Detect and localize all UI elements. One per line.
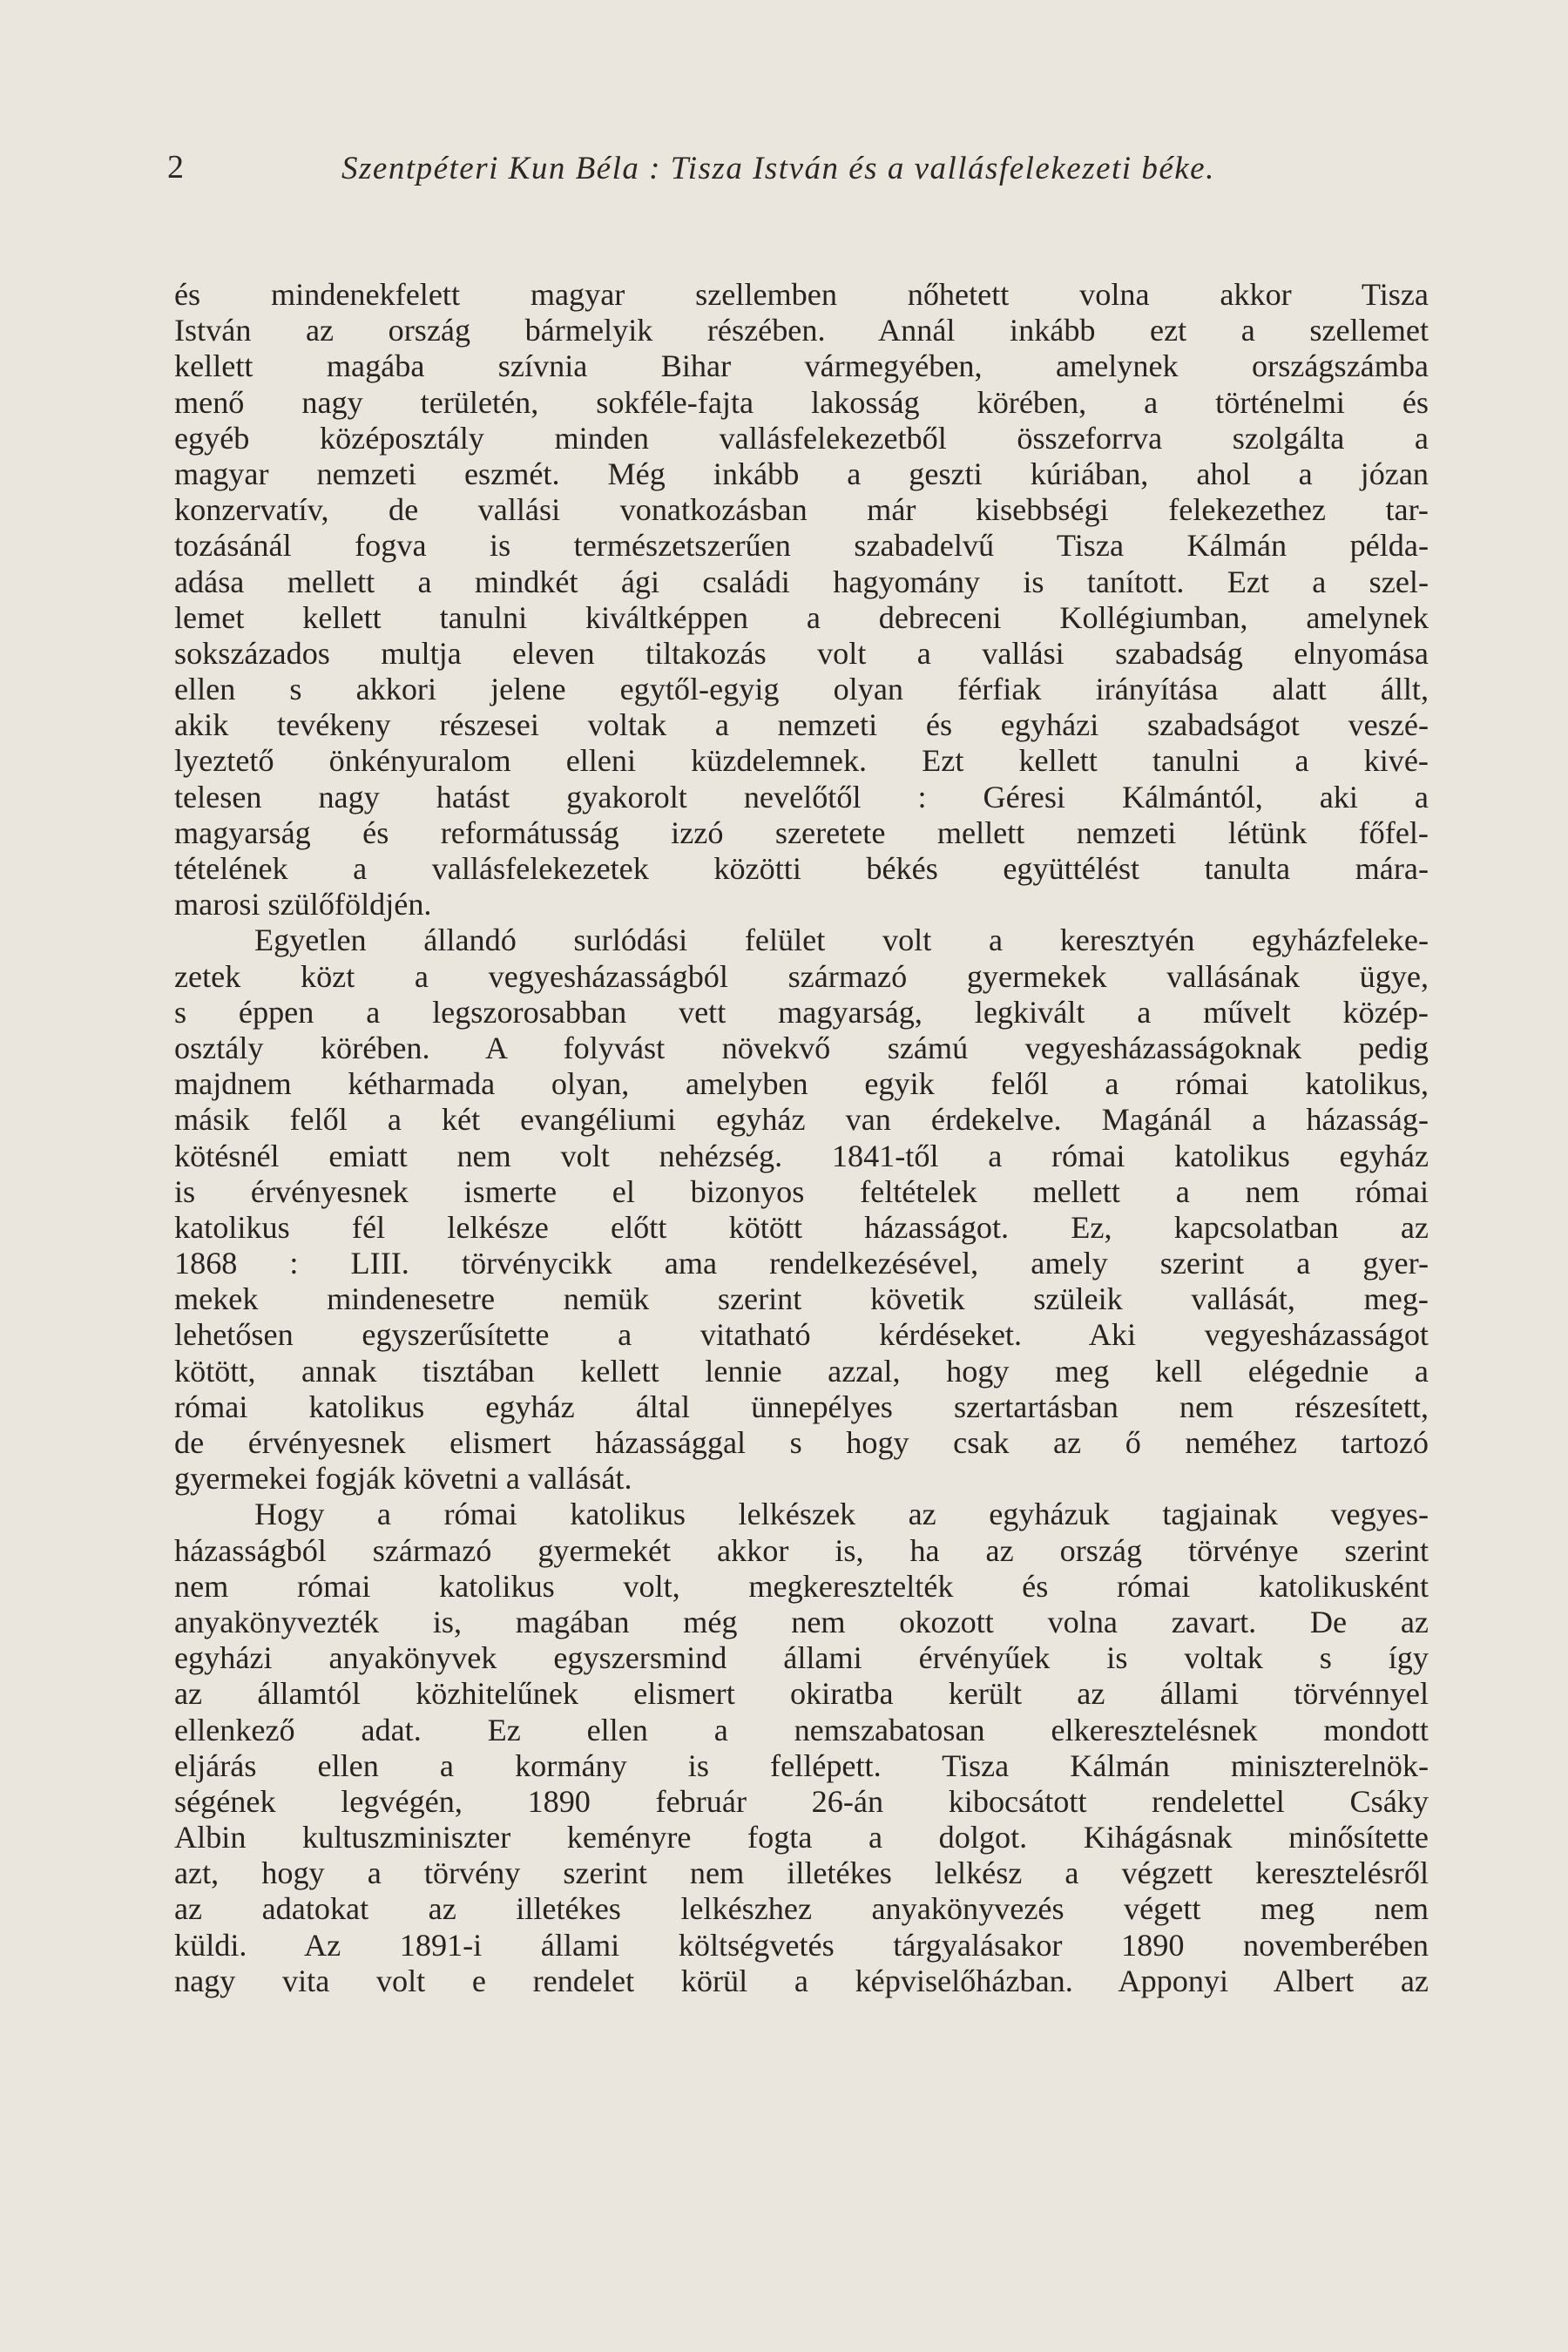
- text-line: nagy vita volt e rendelet körül a képviselőházban. Apponyi Albert az: [174, 1963, 1429, 1998]
- paragraph-end-line: gyermekei fogják követni a vallását.: [174, 1461, 632, 1497]
- text-line: és mindenekfelett magyar szellemben nőhetett volna akkor Tisza: [174, 277, 1429, 312]
- running-head: [167, 148, 1422, 200]
- text-line: zetek közt a vegyesházasságból származó gyermekek vallásának ügye,: [174, 958, 1429, 994]
- text-line: lehetősen egyszerűsítette a vitatható kérdéseket. Aki vegyesházasságot: [174, 1317, 1429, 1353]
- text-line: tozásánál fogva is természetszerűen szabadelvű Tisza Kálmán példa-: [174, 528, 1429, 564]
- text-line: is érvényesnek ismerte el bizonyos feltételek mellett a nem római: [174, 1173, 1429, 1209]
- text-line: menő nagy területén, sokféle-fajta lakosság körében, a történelmi és: [174, 384, 1429, 420]
- text-line: kellett magába szívnia Bihar vármegyében, amelynek országszámba: [174, 348, 1429, 384]
- text-line: egyéb középosztály minden vallásfelekezetből összeforrva szolgálta a: [174, 420, 1429, 456]
- text-line: István az ország bármelyik részében. Annál inkább ezt a szellemet: [174, 313, 1429, 348]
- text-line: azt, hogy a törvény szerint nem illetékes lelkész a végzett keresztelésről: [174, 1855, 1429, 1891]
- text-line: majdnem kétharmada olyan, amelyben egyik felől a római katolikus,: [174, 1066, 1429, 1102]
- text-line: anyakönyvezték is, magában még nem okozott volna zavart. De az: [174, 1604, 1429, 1639]
- text-line: telesen nagy hatást gyakorolt nevelőtől : Géresi Kálmántól, aki a: [174, 779, 1429, 814]
- text-line: kötésnél emiatt nem volt nehézség. 1841-től a római katolikus egyház: [174, 1138, 1429, 1173]
- text-line: tételének a vallásfelekezetek közötti békés együttélést tanulta mára-: [174, 851, 1429, 886]
- paragraph-end-line: marosi szülőföldjén.: [174, 887, 432, 923]
- text-line: küldi. Az 1891-i állami költségvetés tárgyalásakor 1890 novemberében: [174, 1927, 1429, 1963]
- paragraph-start-line: Egyetlen állandó surlódási felület volt a keresztyén egyházfeleke-: [254, 923, 1429, 958]
- page-number: 2: [167, 149, 184, 186]
- text-line: egyházi anyakönyvek egyszersmind állami érvényűek is voltak s így: [174, 1640, 1429, 1676]
- text-line: sokszázados multja eleven tiltakozás volt a vallási szabadság elnyomása: [174, 635, 1429, 671]
- text-line: az államtól közhitelűnek elismert okiratba került az állami törvénnyel: [174, 1676, 1429, 1712]
- text-line: magyarság és reformátusság izzó szeretete mellett nemzeti létünk főfel-: [174, 814, 1429, 850]
- text-line: másik felől a két evangéliumi egyház van érdekelve. Magánál a házasság-: [174, 1102, 1429, 1138]
- text-line: 1868 : LIII. törvénycikk ama rendelkezésével, amely szerint a gyer-: [174, 1246, 1429, 1281]
- text-line: római katolikus egyház által ünnepélyes szertartásban nem részesített,: [174, 1389, 1429, 1424]
- text-line: s éppen a legszorosabban vett magyarság, legkivált a művelt közép-: [174, 994, 1429, 1030]
- text-line: magyar nemzeti eszmét. Még inkább a geszti kúriában, ahol a józan: [174, 456, 1429, 491]
- text-line: kötött, annak tisztában kellett lennie azzal, hogy meg kell elégednie a: [174, 1353, 1429, 1389]
- text-line: nem római katolikus volt, megkeresztelték és római katolikusként: [174, 1568, 1429, 1604]
- text-line: mekek mindenesetre nemük szerint követik szüleik vallását, meg-: [174, 1281, 1429, 1317]
- text-line: házasságból származó gyermekét akkor is, ha az ország törvénye szerint: [174, 1532, 1429, 1568]
- running-title: Szentpéteri Kun Béla : Tisza István és a vallásfelekezeti béke.: [341, 151, 1215, 186]
- text-line: de érvényesnek elismert házassággal s hogy csak az ő neméhez tartozó: [174, 1425, 1429, 1460]
- text-line: eljárás ellen a kormány is fellépett. Tisza Kálmán miniszterelnök-: [174, 1747, 1429, 1783]
- body-text: [174, 277, 1429, 1999]
- text-line: adása mellett a mindkét ági családi hagyomány is tanított. Ezt a szel-: [174, 564, 1429, 599]
- text-line: az adatokat az illetékes lelkészhez anyakönyvezés végett meg nem: [174, 1891, 1429, 1927]
- text-line: osztály körében. A folyvást növekvő számú vegyesházasságoknak pedig: [174, 1030, 1429, 1065]
- paragraph-start-line: Hogy a római katolikus lelkészek az egyházuk tagjainak vegyes-: [254, 1497, 1429, 1532]
- text-line: ellen s akkori jelene egytől-egyig olyan férfiak irányítása alatt állt,: [174, 672, 1429, 707]
- text-line: Albin kultuszminiszter keményre fogta a dolgot. Kihágásnak minősítette: [174, 1820, 1429, 1855]
- text-line: katolikus fél lelkésze előtt kötött házasságot. Ez, kapcsolatban az: [174, 1209, 1429, 1245]
- text-line: ségének legvégén, 1890 február 26-án kibocsátott rendelettel Csáky: [174, 1783, 1429, 1819]
- text-line: akik tevékeny részesei voltak a nemzeti és egyházi szabadságot veszé-: [174, 707, 1429, 743]
- text-line: konzervatív, de vallási vonatkozásban már kisebbségi felekezethez tar-: [174, 492, 1429, 528]
- text-line: lemet kellett tanulni kiváltképpen a debreceni Kollégiumban, amelynek: [174, 599, 1429, 635]
- text-line: lyeztető önkényuralom elleni küzdelemnek. Ezt kellett tanulni a kivé-: [174, 743, 1429, 779]
- text-line: ellenkező adat. Ez ellen a nemszabatosan elkeresztelésnek mondott: [174, 1712, 1429, 1747]
